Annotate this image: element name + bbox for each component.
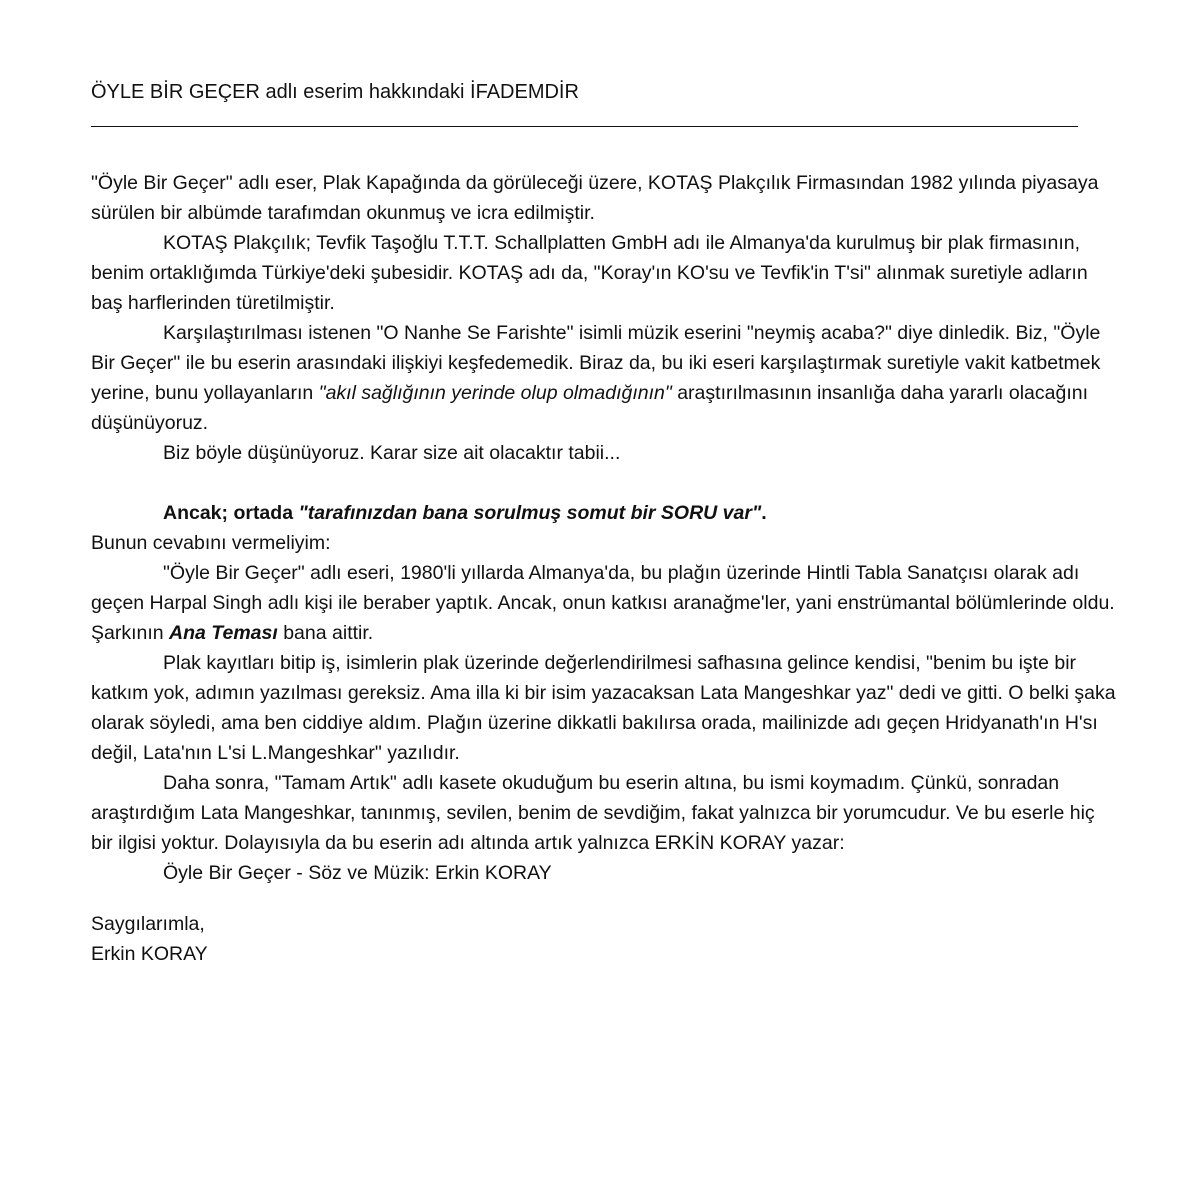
paragraph-song-credit: Öyle Bir Geçer - Söz ve Müzik: Erkin KORAY bbox=[163, 862, 552, 884]
comparison-italic: "akıl sağlığının yerinde olup olmadığının" bbox=[318, 382, 672, 404]
collaboration-bold-italic: Ana Teması bbox=[169, 622, 278, 644]
paragraph-decision: Biz böyle düşünüyoruz. Karar size ait olacaktır tabii... bbox=[163, 442, 621, 464]
paragraph-credits: Plak kayıtları bitip iş, isimlerin plak üzerinde değerlendirilmesi safhasına gelince kendisi, "benim bu işte bir katkım yok, adımın yazılması gereksiz. Ama illa ki bir isim yazacaksan Lata Mangeshkar yaz" dedi ve gitti. O belki şaka olarak söyledi, ama ben ciddiye aldım. Plağın üzerine dikkatli bakılırsa orada, mailinizde adı geçen Hridyanath'ın H'sı değil, Lata'nın L'si L.Mangeshkar" yazılıdır. bbox=[91, 652, 1116, 764]
paragraph-collaboration bbox=[91, 558, 1116, 648]
closing: Saygılarımla, bbox=[91, 913, 205, 935]
document-body bbox=[91, 168, 1116, 969]
document-title: ÖYLE BİR GEÇER adlı eserim hakkındaki İFADEMDİR bbox=[91, 81, 579, 103]
collaboration-text-end: bana aittir. bbox=[277, 622, 374, 644]
collaboration-text: "Öyle Bir Geçer" adlı eseri, 1980'li yıllarda Almanya'da, bu plağın üzerinde Hintli Tabla Sanatçısı olarak adı geçen Harpal Singh adlı kişi ile beraber yaptık. Ancak, onun katkısı aranağme'ler, yani enstrümantal bölümlerinde oldu. Şarkının bbox=[91, 562, 1115, 644]
comparison-text: Karşılaştırılması istenen "O Nanhe Se Farishte" isimli müzik eserini "neymiş acaba?" diye dinledik. Biz, "Öyle Bir Geçer" ile bu eserin arasındaki ilişkiyi keşfedemedik. Biraz da, bu iki eseri karşılaştırmak suretiyle vakit katbetmek yerine, bunu yollayanların bbox=[91, 322, 1101, 404]
paragraph-answer-intro: Bunun cevabını vermeliyim: bbox=[91, 532, 331, 554]
title-underline bbox=[91, 126, 1078, 127]
signature: Erkin KORAY bbox=[91, 943, 208, 965]
paragraph-comparison bbox=[91, 318, 1116, 438]
question-bold: Ancak; ortada bbox=[163, 502, 299, 524]
question-bold-italic: "tarafınızdan bana sorulmuş somut bir SORU var" bbox=[298, 502, 762, 524]
comparison-text-end: araştırılmasının insanlığa daha yararlı olacağını düşünüyoruz. bbox=[91, 382, 1089, 434]
question-end: . bbox=[761, 502, 767, 524]
paragraph-kotas: KOTAŞ Plakçılık; Tevfik Taşoğlu T.T.T. Schallplatten GmbH adı ile Almanya'da kurulmuş bir plak firmasının, benim ortaklığımda Türkiye'deki şubesidir. KOTAŞ adı da, "Koray'ın KO'su ve Tevfik'in T'si" alınmak suretiyle adların baş harflerinden türetilmiştir. bbox=[91, 232, 1088, 314]
paragraph-question bbox=[91, 498, 1116, 528]
paragraph-album-info: "Öyle Bir Geçer" adlı eser, Plak Kapağında da görüleceği üzere, KOTAŞ Plakçılık Firmasından 1982 yılında piyasaya sürülen bir albümde tarafımdan okunmuş ve icra edilmiştir. bbox=[91, 172, 1099, 224]
paragraph-tamam-artik: Daha sonra, "Tamam Artık" adlı kasete okuduğum bu eserin altına, bu ismi koymadım. Çünkü, sonradan araştırdığım Lata Mangeshkar, tanınmış, sevilen, benim de sevdiğim, fakat yalnızca bir yorumcudur. Ve bu eserle hiç bir ilgisi yoktur. Dolayısıyla da bu eserin adı altında artık yalnızca ERKİN KORAY yazar: bbox=[91, 772, 1095, 854]
